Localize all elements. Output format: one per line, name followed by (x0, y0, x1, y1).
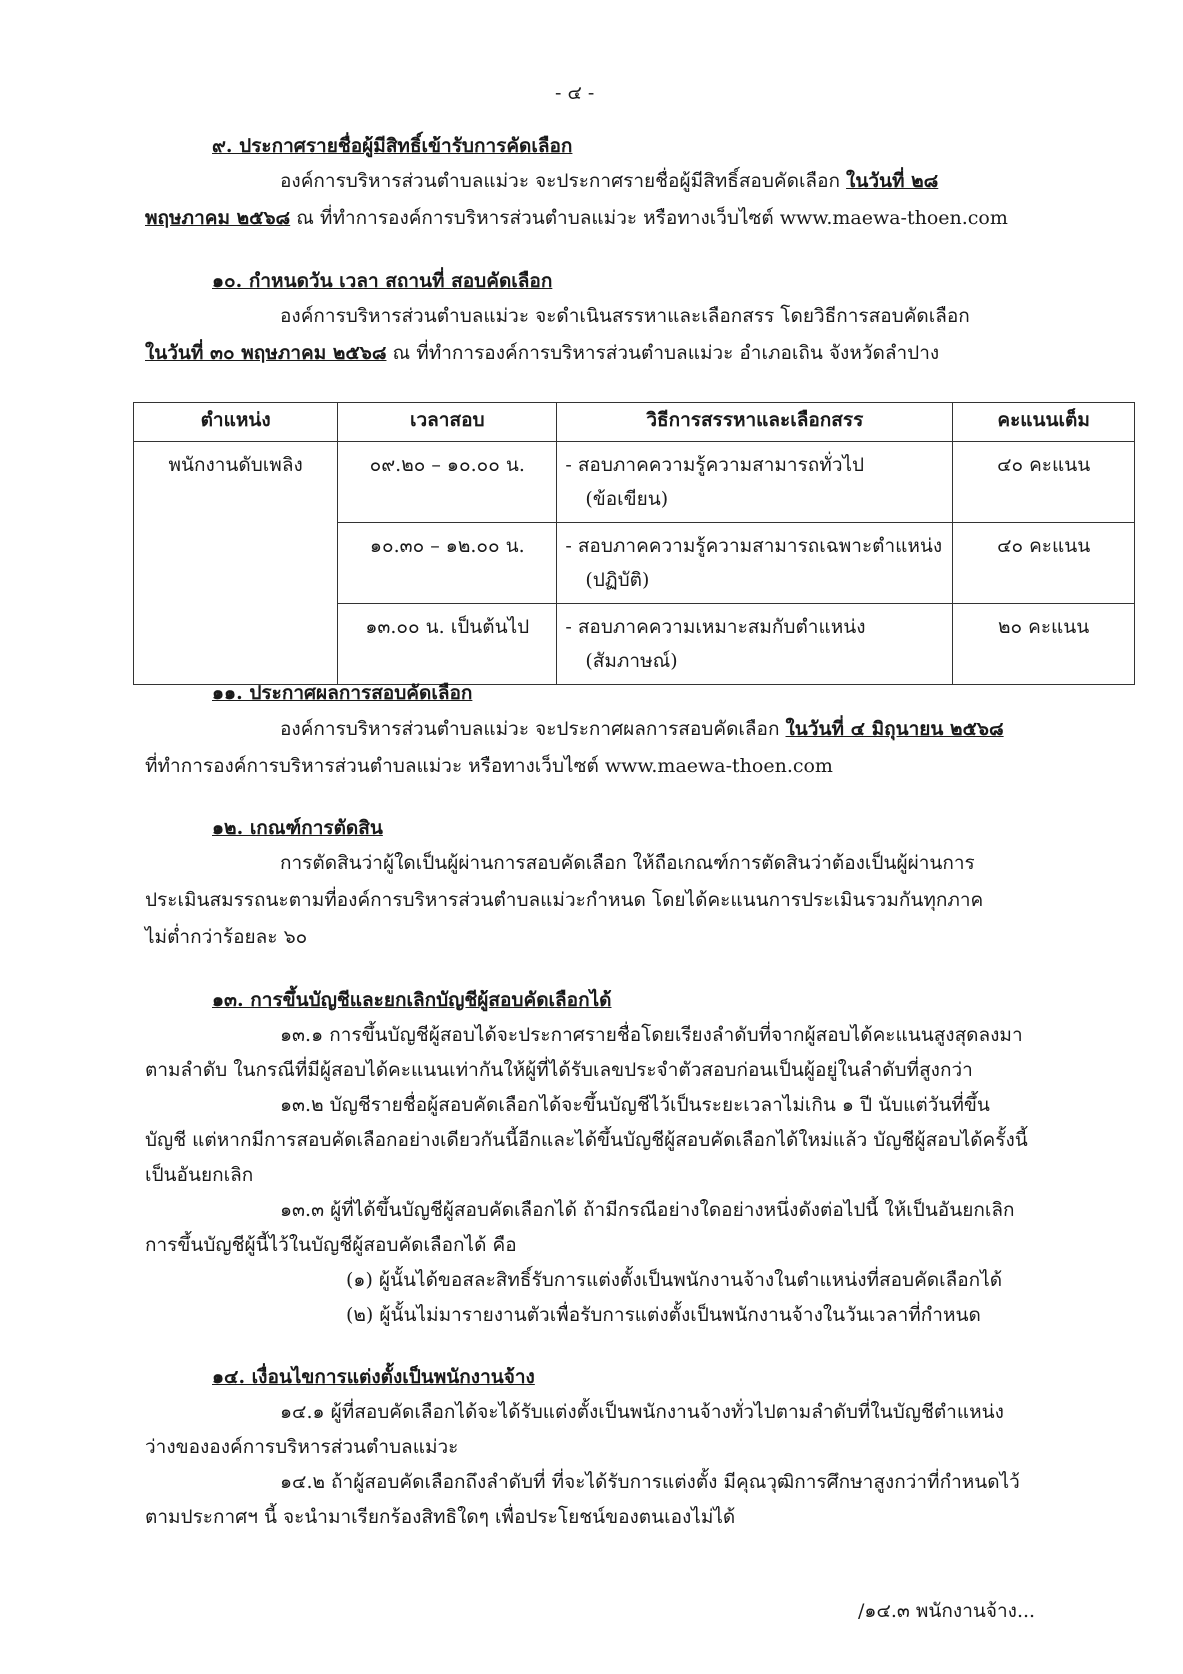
section-13-2-line-1: ๑๓.๒ บัญชีรายชื่อผู้สอบคัดเลือกได้จะขึ้นบัญชีไว้เป็นระยะเวลาไม่เกิน ๑ ปี นับแต่วันที่ขึ้น (280, 1094, 990, 1116)
section-13-heading: ๑๓. การขึ้นบัญชีและยกเลิกบัญชีผู้สอบคัดเลือกได้ (212, 989, 612, 1011)
section-9-line-2 (145, 205, 1008, 231)
section-11-line-2: ที่ทำการองค์การบริหารส่วนตำบลแม่วะ หรือทางเว็บไซต์ www.maewa-thoen.com (145, 755, 833, 777)
method-subtext: (ข้อเขียน) (585, 488, 669, 510)
method-cell (557, 523, 953, 604)
header-full-score: คะแนนเต็ม (953, 403, 1135, 442)
section-10-line-2 (145, 340, 939, 366)
section-14-1-line-1: ๑๔.๑ ผู้ที่สอบคัดเลือกได้จะได้รับแต่งตั้งเป็นพนักงานจ้างทั่วไปตามลำดับที่ในบัญชีตำแหน่ง (280, 1401, 1004, 1423)
section-10-heading: ๑๐. กำหนดวัน เวลา สถานที่ สอบคัดเลือก (212, 270, 553, 292)
section-13-item-2: (๒) ผู้นั้นไม่มารายงานตัวเพื่อรับการแต่งตั้งเป็นพนักงานจ้างในวันเวลาที่กำหนด (346, 1304, 981, 1326)
section-9-line-1-text: องค์การบริหารส่วนตำบลแม่วะ จะประกาศรายชื่อผู้มีสิทธิ์สอบคัดเลือก (280, 170, 840, 192)
section-9-line-2-text: ณ ที่ทำการองค์การบริหารส่วนตำบลแม่วะ หรือทางเว็บไซต์ www.maewa-thoen.com (296, 207, 1008, 229)
section-13-3-line-2: การขึ้นบัญชีผู้นี้ไว้ในบัญชีผู้สอบคัดเลือกได้ คือ (145, 1234, 517, 1256)
section-10-date: ในวันที่ ๓๐ พฤษภาคม ๒๕๖๘ (145, 342, 387, 364)
section-14-heading: ๑๔. เงื่อนไขการแต่งตั้งเป็นพนักงานจ้าง (212, 1366, 535, 1388)
score-cell: ๔๐ คะแนน (953, 442, 1135, 523)
section-11-heading: ๑๑. ประกาศผลการสอบคัดเลือก (212, 682, 473, 704)
section-9-heading: ๙. ประกาศรายชื่อผู้มีสิทธิ์เข้ารับการคัดเลือก (212, 135, 573, 157)
section-10-line-2-text: ณ ที่ทำการองค์การบริหารส่วนตำบลแม่วะ อำเภอเถิน จังหวัดลำปาง (392, 342, 940, 364)
section-11-date: ในวันที่ ๔ มิถุนายน ๒๕๖๘ (785, 718, 1004, 740)
section-11-line-1 (280, 716, 1004, 742)
table-row (134, 442, 1135, 523)
section-14-2-line-1: ๑๔.๒ ถ้าผู้สอบคัดเลือกถึงลำดับที่ ที่จะได้รับการแต่งตั้ง มีคุณวุฒิการศึกษาสูงกว่าที่กำหนดไว้ (280, 1471, 1020, 1493)
method-text: - สอบภาคความรู้ความสามารถทั่วไป (565, 454, 865, 476)
section-12-heading: ๑๒. เกณฑ์การตัดสิน (212, 817, 383, 839)
section-12-line-2: ประเมินสมรรถนะตามที่องค์การบริหารส่วนตำบลแม่วะกำหนด โดยได้คะแนนการประเมินรวมกันทุกภาค (145, 889, 984, 911)
header-method: วิธีการสรรหาและเลือกสรร (557, 403, 953, 442)
time-cell: ๑๓.๐๐ น. เป็นต้นไป (338, 604, 557, 685)
method-text: - สอบภาคความรู้ความสามารถเฉพาะตำแหน่ง (565, 535, 943, 557)
section-13-1-line-2: ตามลำดับ ในกรณีที่มีผู้สอบได้คะแนนเท่ากันให้ผู้ที่ได้รับเลขประจำตัวสอบก่อนเป็นผู้อยู่ในลำดับที่สูงกว่า (145, 1059, 973, 1081)
section-14-2-line-2: ตามประกาศฯ นี้ จะนำมาเรียกร้องสิทธิใดๆ เพื่อประโยชน์ของตนเองไม่ได้ (145, 1506, 736, 1528)
time-cell: ๐๙.๒๐ – ๑๐.๐๐ น. (338, 442, 557, 523)
score-cell: ๔๐ คะแนน (953, 523, 1135, 604)
score-cell: ๒๐ คะแนน (953, 604, 1135, 685)
method-cell (557, 604, 953, 685)
continuation-note: /๑๔.๓ พนักงานจ้าง... (858, 1600, 1036, 1622)
table-header-row (134, 403, 1135, 442)
section-12-line-1: การตัดสินว่าผู้ใดเป็นผู้ผ่านการสอบคัดเลือก ให้ถือเกณฑ์การตัดสินว่าต้องเป็นผู้ผ่านการ (280, 852, 975, 874)
header-exam-time: เวลาสอบ (338, 403, 557, 442)
section-10-line-1: องค์การบริหารส่วนตำบลแม่วะ จะดำเนินสรรหาและเลือกสรร โดยวิธีการสอบคัดเลือก (280, 305, 970, 327)
header-position: ตำแหน่ง (134, 403, 338, 442)
section-14-1-line-2: ว่างขององค์การบริหารส่วนตำบลแม่วะ (145, 1436, 459, 1458)
method-subtext: (สัมภาษณ์) (585, 650, 678, 672)
exam-schedule-table (133, 402, 1135, 685)
position-cell: พนักงานดับเพลิง (134, 442, 338, 685)
time-cell: ๑๐.๓๐ – ๑๒.๐๐ น. (338, 523, 557, 604)
method-subtext: (ปฏิบัติ) (585, 569, 650, 591)
section-13-3-line-1: ๑๓.๓ ผู้ที่ได้ขึ้นบัญชีผู้สอบคัดเลือกได้ ถ้ามีกรณีอย่างใดอย่างหนึ่งดังต่อไปนี้ ให้เป็นอันยกเลิก (280, 1199, 1015, 1221)
section-12-line-3: ไม่ต่ำกว่าร้อยละ ๖๐ (145, 926, 308, 948)
method-text: - สอบภาคความเหมาะสมกับตำแหน่ง (565, 616, 866, 638)
section-9-date-part-2: พฤษภาคม ๒๕๖๘ (145, 207, 291, 229)
section-13-1-line-1: ๑๓.๑ การขึ้นบัญชีผู้สอบได้จะประกาศรายชื่อโดยเรียงลำดับที่จากผู้สอบได้คะแนนสูงสุดลงมา (280, 1024, 1023, 1046)
page-number: - ๔ - (555, 82, 595, 104)
section-13-2-line-3: เป็นอันยกเลิก (145, 1164, 254, 1186)
section-9-date-part-1: ในวันที่ ๒๘ (846, 170, 939, 192)
section-13-2-line-2: บัญชี แต่หากมีการสอบคัดเลือกอย่างเดียวกันนี้อีกและได้ขึ้นบัญชีผู้สอบคัดเลือกได้ใหม่แล้ว บัญชีผู้สอบได้ครั้งนี้ (145, 1129, 1028, 1151)
method-cell (557, 442, 953, 523)
section-11-line-1-text: องค์การบริหารส่วนตำบลแม่วะ จะประกาศผลการสอบคัดเลือก (280, 718, 780, 740)
section-13-item-1: (๑) ผู้นั้นได้ขอสละสิทธิ์รับการแต่งตั้งเป็นพนักงานจ้างในตำแหน่งที่สอบคัดเลือกได้ (346, 1269, 1003, 1291)
section-9-line-1 (280, 168, 938, 194)
